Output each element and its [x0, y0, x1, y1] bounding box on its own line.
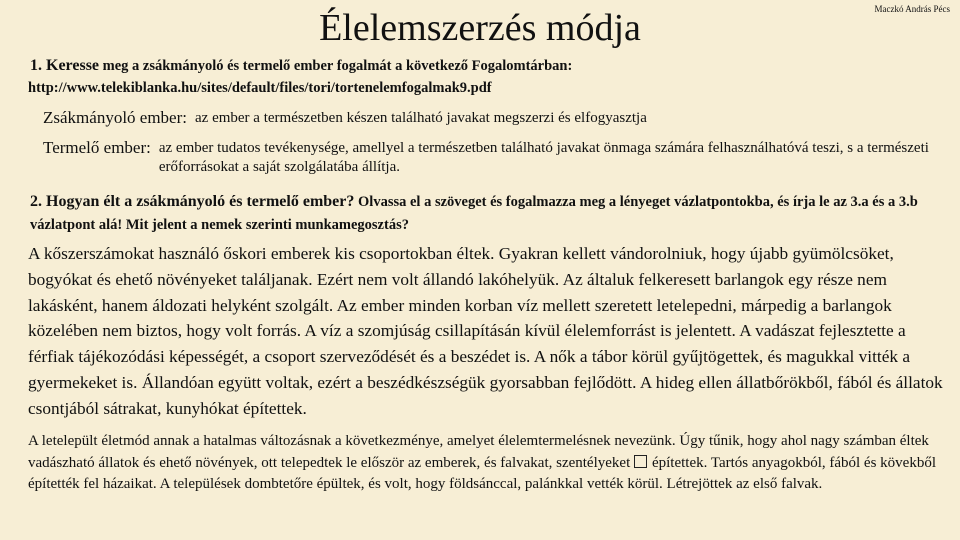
task-1-text: meg a zsákmányoló és termelő ember fogalmát a következő Fogalomtárban: — [99, 58, 573, 74]
reading-paragraph-2 — [28, 431, 943, 496]
task-2-lead: 2. Hogyan élt a zsákmányoló és termelő ember? — [30, 193, 355, 210]
reading-paragraph-1: A kőszerszámokat használó őskori emberek kis csoportokban éltek. Gyakran kellett vándorolniuk, hogy újabb gyümölcsöket, bogyókat és ehető növényeket találjanak. Ezért nem volt állandó lakóhelyük. Az általuk felkeresett barlangok egy része nem lakásként, hanem áldozati helyként szolgált. Az ember minden korban víz mellett szeretett letelepedni, márpedig a barlangok közelében nem biztos, hogy volt forrás. A víz a szomjúság csillapításán kívül élelemforrást is jelentett. A vadászat fejlesztette a férfiak tájékozódási képességét, a csoport szerveződését és a beszédet is. A nők a tábor körül gyűjtögettek, és magukkal vitték a gyermekeket is. Állandóan együtt voltak, ezért a beszédkészségük gyorsabban fejlődött. A hideg ellen állatbőrökből, fából és állatok csontjából sátrakat, kunyhókat építettek. — [28, 244, 943, 418]
definition-gatherer — [43, 108, 948, 128]
page-title: Élelemszerzés módja — [319, 7, 641, 49]
paragraph-2-part-1: A letelepült életmód annak a hatalmas változásnak a következménye, amelyet élelemtermelésnek nevezünk. Úgy tűnik, hogy ahol nagy számban éltek vadászható állatok és ehető növények, ott telepedtek le először az emberek, és falvakat, szentélyeket — [28, 433, 929, 471]
missing-glyph-icon — [634, 455, 647, 468]
definition-text: az ember a természetben készen található javakat megszerzi és elfogyasztja — [195, 110, 647, 126]
definition-producer — [43, 138, 948, 177]
task-2 — [30, 190, 940, 237]
definition-text: az ember tudatos tevékenysége, amellyel a természetben található javakat önmaga számára felhasználhatóvá teszi, s a természeti erőforrásokat a saját szolgálatába állítja. — [158, 140, 929, 175]
glossary-link[interactable]: http://www.telekiblanka.hu/sites/default/files/tori/tortenelemfogalmak9.pdf — [28, 80, 492, 96]
paragraph-2-part-2: építettek. Tartós anyagokból, fából és kövekből építették fel házaikat. A települések dombtetőre épültek, és volt, hogy földsánccal, palánkkal vették körül. Létrejöttek az első falvak. — [28, 454, 937, 493]
definition-term: Zsákmányoló ember: — [43, 108, 187, 127]
definition-term: Termelő ember: — [43, 138, 151, 157]
task-1-lead: 1. Keresse — [30, 57, 100, 74]
task-2-text: Olvassa el a szöveget és fogalmazza meg a lényeget vázlatpontokba, és írja le az 3.a és a 3.b vázlatpont alá! Mit jelent a nemek szerinti munkamegosztás? — [30, 194, 918, 233]
task-1 — [30, 57, 940, 75]
author-credit: Maczkó András Pécs — [874, 4, 950, 14]
